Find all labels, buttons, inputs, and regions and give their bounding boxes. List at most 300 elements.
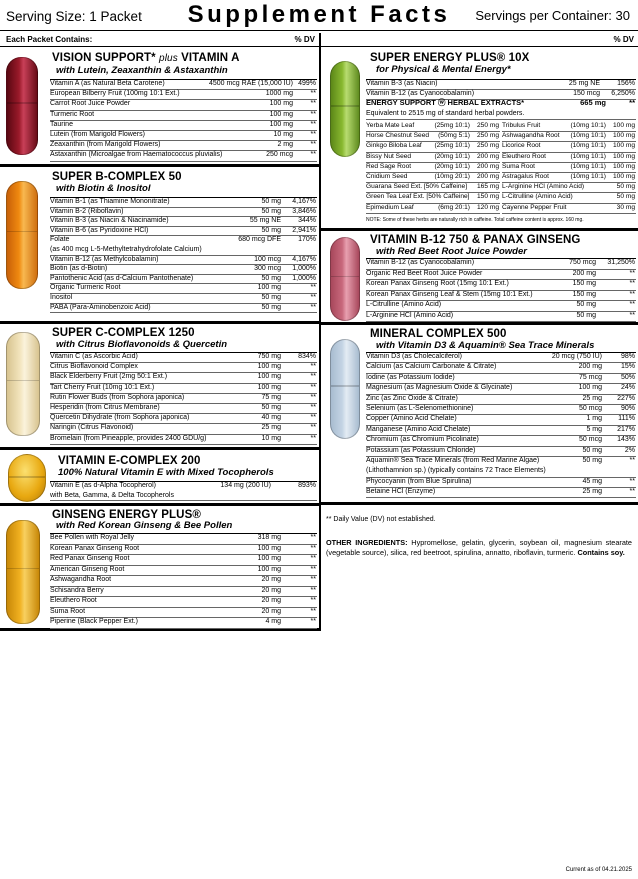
nutrient-name: (Lithothamnion sp.) (typically contains 72 Trace Elements) <box>366 467 546 475</box>
nutrient-name: Korean Panax Ginseng Root (15mg 10:1 Ext.) <box>366 280 509 287</box>
herb-amount: 120 mg <box>477 203 499 211</box>
herb-name: L-Arginine HCl (Amino Acid) <box>502 183 585 191</box>
nutrient-dv: ** <box>310 544 316 552</box>
nutrient-dv: 3,846% <box>292 207 316 215</box>
section-subtitle: with Citrus Bioflavonoids & Quercetin <box>56 339 228 350</box>
nutrient-amount: 4500 mcg RAE (15,000 IU) <box>208 80 293 87</box>
nutrient-amount: 100 mg <box>269 110 293 118</box>
nutrient-table <box>366 258 636 322</box>
nutrient-dv: ** <box>310 576 316 583</box>
nutrient-name: Inositol <box>50 293 73 301</box>
herb-row <box>366 193 500 203</box>
nutrient-row <box>50 414 317 424</box>
nutrient-row <box>50 587 317 598</box>
nutrient-row <box>50 555 317 566</box>
herb-name: Horse Chestnut Seed <box>366 132 430 140</box>
nutrient-table <box>50 481 317 501</box>
nutrient-dv: ** <box>310 110 316 118</box>
capsule-pink-icon <box>330 237 360 321</box>
herb-amount: 100 mg <box>613 152 635 160</box>
herb-amount: 50 mg <box>616 183 635 191</box>
nutrient-row <box>50 545 317 556</box>
section-energy <box>320 49 638 231</box>
nutrient-name: with Beta, Gamma, & Delta Tocopherols <box>50 491 174 499</box>
nutrient-row <box>50 275 317 285</box>
nutrient-name: Quercetin Dihydrate (from Sophora japonica) <box>50 414 190 422</box>
page-title: Supplement Facts <box>187 1 451 28</box>
section-title: VITAMIN B-12 750 & PANAX GINSENG <box>370 234 581 246</box>
nutrient-amount: 20 mg <box>261 586 281 594</box>
nutrient-row <box>50 404 317 414</box>
herb-row <box>366 163 500 173</box>
nutrient-amount: 318 mg <box>257 534 281 541</box>
nutrient-row <box>366 415 636 425</box>
nutrient-row <box>50 236 317 246</box>
herb-name: Eleuthero Root <box>502 152 546 160</box>
nutrient-amount: 100 mg <box>257 555 281 562</box>
nutrient-dv: 24% <box>620 384 635 392</box>
nutrient-dv: ** <box>310 151 316 159</box>
other-ingredients <box>326 538 632 557</box>
nutrient-dv: 90% <box>620 404 635 412</box>
nutrient-amount: 100 mg <box>257 565 281 573</box>
facts-header <box>0 0 638 31</box>
nutrient-table <box>366 352 636 498</box>
herb-amount: 200 mg <box>477 152 499 160</box>
herb-name: Astragalus Root <box>502 172 549 180</box>
herb-amount: 100 mg <box>613 132 635 140</box>
nutrient-row <box>50 80 317 90</box>
nutrient-amount: 150 mcg <box>573 89 600 97</box>
nutrient-name: Vitamin B-12 (as Methylcobalamin) <box>50 255 159 263</box>
nutrient-row <box>366 405 636 415</box>
nutrient-amount: 50 mg <box>261 226 281 234</box>
nutrient-amount: 45 mg <box>582 477 602 485</box>
capsule-lightblue-icon <box>330 339 360 439</box>
herb-extract: (10mg 10:1) <box>570 142 606 150</box>
nutrient-name: Copper (Amino Acid Chelate) <box>366 415 457 423</box>
nutrient-name: Chromium (as Chromium Picolinate) <box>366 436 479 444</box>
nutrient-name: Magnesium (as Magnesium Oxide & Glycinate) <box>366 384 513 392</box>
nutrient-dv: ** <box>629 269 635 277</box>
nutrient-row <box>50 534 317 545</box>
nutrient-row <box>50 384 317 394</box>
herb-name: Ashwagandha Root <box>502 132 560 140</box>
nutrient-amount: 150 mg <box>572 280 596 287</box>
herb-name: Licorice Root <box>502 142 541 150</box>
section-title: VITAMIN E-COMPLEX 200 <box>58 455 201 467</box>
nutrient-dv: 834% <box>298 353 316 360</box>
ingredients-label: OTHER INGREDIENTS: <box>326 538 408 547</box>
nutrient-row <box>366 312 636 323</box>
nutrient-name: Korean Panax Ginseng Leaf & Stem (15mg 10:1 Ext.) <box>366 290 533 298</box>
herb-row <box>502 163 636 173</box>
nutrient-name: Zeaxanthin (from Marigold Flowers) <box>50 141 161 149</box>
nutrient-row <box>366 280 636 291</box>
nutrient-name: Organic Turmeric Root <box>50 284 121 292</box>
nutrient-name: Schisandra Berry <box>50 586 104 594</box>
nutrient-table <box>50 533 317 629</box>
nutrient-name: Betaine HCl (Enzyme) <box>366 488 436 496</box>
herb-extract: (25mg 10:1) <box>434 122 470 129</box>
herb-amount: 100 mg <box>613 162 635 170</box>
nutrient-amount: 50 mg <box>261 274 281 282</box>
nutrient-name: Carrot Root Juice Powder <box>50 100 131 108</box>
herb-amount: 250 mg <box>477 132 499 140</box>
nutrient-dv: ** <box>629 290 635 298</box>
herb-extract: (25mg 10:1) <box>434 142 470 150</box>
nutrient-amount: 20 mcg (750 IU) <box>551 353 602 360</box>
nutrient-dv: ** <box>310 555 316 562</box>
left-column-header <box>0 33 319 47</box>
nutrient-amount: 1000 mg <box>265 90 293 98</box>
nutrient-dv: ** <box>310 393 316 401</box>
nutrient-name: Iodine (as Potassium Iodide) <box>366 373 455 381</box>
section-ginseng <box>0 506 319 631</box>
nutrient-amount: 25 mg <box>582 394 602 402</box>
nutrient-row <box>50 217 317 227</box>
section-bcomplex <box>0 167 319 324</box>
section-subtitle: with Red Korean Ginseng & Bee Pollen <box>56 520 233 531</box>
nutrient-amount: 50 mg <box>261 198 281 205</box>
title-part: VITAMIN A <box>181 52 240 64</box>
herb-name: Cayenne Pepper Fruit <box>502 203 567 211</box>
nutrient-name: Vitamin A (as Natural Beta Carotene) <box>50 80 165 87</box>
nutrient-dv: 227% <box>617 394 635 402</box>
nutrient-name: Tart Cherry Fruit (10mg 10:1 Ext.) <box>50 383 155 391</box>
nutrient-dv: ** <box>629 311 635 319</box>
herb-name: Yerba Mate Leaf <box>366 122 415 129</box>
herb-row <box>502 132 636 142</box>
nutrient-row <box>50 121 317 131</box>
nutrient-name: Organic Red Beet Root Juice Powder <box>366 269 483 277</box>
blend-amount: 665 mg <box>580 98 606 107</box>
section-vision <box>0 49 319 167</box>
revision-date: Current as of 04.21.2025 <box>565 867 632 874</box>
nutrient-name: Folate <box>50 236 70 244</box>
nutrient-dv: ** <box>310 141 316 149</box>
nutrient-name: Ashwagandha Root <box>50 576 112 583</box>
nutrient-row <box>50 618 317 629</box>
nutrient-name: Citrus Bioflavonoid Complex <box>50 363 138 371</box>
section-title: SUPER ENERGY PLUS® 10X <box>370 52 530 64</box>
herb-name: Red Sage Root <box>366 162 412 170</box>
nutrient-name: Manganese (Amino Acid Chelate) <box>366 425 471 433</box>
nutrient-row <box>50 265 317 275</box>
serving-size: Serving Size: 1 Packet <box>6 9 142 24</box>
nutrient-amount: 40 mg <box>261 414 281 422</box>
nutrient-row <box>50 435 317 445</box>
blend-dv: ** <box>629 98 635 107</box>
herb-row <box>366 204 500 214</box>
section-title: MINERAL COMPLEX 500 <box>370 328 507 340</box>
nutrient-dv: 170% <box>298 236 316 244</box>
nutrient-dv: ** <box>310 607 316 615</box>
section-subtitle: with Biotin & Inositol <box>56 183 151 194</box>
nutrient-name: Astaxanthin (Microalgae from Haematococcus pluvialis) <box>50 151 223 159</box>
nutrient-amount: 55 mg NE <box>249 217 281 225</box>
nutrient-amount: 75 mcg <box>579 373 602 381</box>
section-subtitle: with Vitamin D3 & Aquamin® Sea Trace Minerals <box>376 340 595 351</box>
herb-amount: 100 mg <box>613 122 635 129</box>
capsule-orange-icon <box>6 181 38 289</box>
dv-footnote: ** Daily Value (DV) not established. <box>326 516 436 523</box>
capsule-red-icon <box>6 57 38 155</box>
nutrient-dv: 1,000% <box>292 274 316 282</box>
nutrient-amount: 100 mg <box>257 383 281 391</box>
nutrient-name: Naringin (Citrus Flavonoid) <box>50 424 134 432</box>
nutrient-amount: 20 mg <box>261 607 281 615</box>
nutrient-amount: 2 mg <box>277 141 293 149</box>
nutrient-amount: 50 mg <box>576 311 596 319</box>
capsule-cream-icon <box>6 332 40 436</box>
nutrient-amount: 50 mg <box>261 207 281 215</box>
nutrient-name: Vitamin B-3 (as Niacin) <box>366 80 438 87</box>
nutrient-dv: 2% <box>624 446 635 454</box>
nutrient-name: Turmeric Root <box>50 110 95 118</box>
nutrient-amount: 150 mg <box>572 290 596 298</box>
nutrient-name: Vitamin B-3 (as Niacin & Niacinamide) <box>50 217 169 225</box>
nutrient-dv: ** <box>310 100 316 108</box>
nutrient-row <box>50 141 317 151</box>
section-title: SUPER C-COMPLEX 1250 <box>52 327 195 339</box>
herb-row <box>366 183 500 193</box>
nutrient-amount: 100 mcg <box>254 255 281 263</box>
nutrient-row <box>50 227 317 237</box>
herb-name: Suma Root <box>502 162 535 170</box>
nutrient-name: Bromelain (from Pineapple, provides 2400 GDU/g) <box>50 434 207 442</box>
nutrient-amount: 50 mg <box>261 293 281 301</box>
nutrient-amount: 200 mg <box>578 363 602 371</box>
nutrient-amount: 100 mg <box>269 120 293 128</box>
nutrient-name: Bee Pollen with Royal Jelly <box>50 534 135 541</box>
nutrient-row <box>50 284 317 294</box>
section-b12 <box>320 231 638 325</box>
nutrient-name: Hesperidin (from Citrus Membrane) <box>50 403 160 411</box>
nutrient-row <box>50 597 317 608</box>
nutrient-row <box>50 90 317 100</box>
nutrient-amount: 50 mg <box>576 301 596 308</box>
herb-name: Cnidium Seed <box>366 172 408 180</box>
capsule-yellow-icon <box>8 454 46 502</box>
nutrient-name: American Ginseng Root <box>50 565 125 573</box>
capsule-green-icon <box>330 61 360 157</box>
ingredients-text: Hypromellose, gelatin, glycerin, soybean oil, magnesium stearate (vegetable source), silica, red beetroot, spirulina, annatto, riboflavin, turmeric. <box>326 538 632 557</box>
nutrient-dv: 4,167% <box>292 255 316 263</box>
nutrient-name: Lutein (from Marigold Flowers) <box>50 130 145 138</box>
nutrient-name: Taurine <box>50 120 73 128</box>
nutrient-amount: 100 mg <box>257 363 281 371</box>
nutrient-row <box>366 291 636 302</box>
nutrient-name: Vitamin C (as Ascorbic Acid) <box>50 353 138 360</box>
nutrient-amount: 25 mg NE <box>568 80 600 87</box>
nutrient-dv: 1,000% <box>292 265 316 273</box>
right-dv-label: % DV <box>613 35 634 44</box>
nutrient-dv: 4,167% <box>292 198 316 205</box>
nutrient-row <box>366 363 636 373</box>
nutrient-amount: 20 mg <box>261 576 281 583</box>
nutrient-dv: ** <box>310 293 316 301</box>
nutrient-dv: 6,250% <box>611 89 635 97</box>
nutrient-name: Biotin (as d-Biotin) <box>50 265 108 273</box>
nutrient-row <box>366 395 636 405</box>
each-packet-label: Each Packet Contains: <box>6 35 93 44</box>
title-plus: plus <box>159 53 178 64</box>
nutrient-name: Suma Root <box>50 607 86 615</box>
equivalence-note: Equivalent to 2515 mg of standard herbal powders. <box>366 110 636 120</box>
nutrient-amount: 50 mg <box>261 303 281 311</box>
nutrient-row <box>366 353 636 363</box>
section-title: SUPER B-COMPLEX 50 <box>52 171 182 183</box>
herb-name: Green Tea Leaf Ext. [50% Caffeine] <box>366 193 470 201</box>
herb-name: Ginkgo Biloba Leaf <box>366 142 422 150</box>
section-ccomplex <box>0 324 319 450</box>
nutrient-name: Vitamin B-1 (as Thiamine Mononitrate) <box>50 198 170 205</box>
nutrient-row <box>366 384 636 394</box>
nutrient-name: Vitamin D3 (as Cholecalciferol) <box>366 353 462 360</box>
nutrient-dv: ** <box>629 456 635 464</box>
nutrient-name: Selenium (as L-Selenomethionine) <box>366 404 474 412</box>
nutrient-row <box>50 373 317 383</box>
herb-extract: (10mg 10:1) <box>570 162 606 170</box>
nutrient-row <box>50 294 317 304</box>
nutrient-amount: 20 mg <box>261 597 281 604</box>
nutrient-name: Vitamin B-12 (as Cyanocobalamin) <box>366 89 475 97</box>
nutrient-amount: 50 mg <box>582 456 602 464</box>
nutrient-dv: ** <box>629 280 635 287</box>
nutrient-row <box>366 426 636 436</box>
nutrient-dv: ** <box>310 618 316 625</box>
herb-extract: (20mg 10:1) <box>434 152 470 160</box>
herb-amount: 100 mg <box>613 172 635 180</box>
nutrient-row <box>50 394 317 404</box>
left-dv-label: % DV <box>294 35 315 44</box>
nutrient-dv: ** <box>629 477 635 485</box>
nutrient-table <box>50 352 317 445</box>
nutrient-name: Piperine (Black Pepper Ext.) <box>50 618 138 625</box>
herb-extract: (10mg 20:1) <box>434 172 470 180</box>
nutrient-table <box>366 79 636 100</box>
allergen-statement: Contains soy. <box>577 547 625 557</box>
nutrient-dv: 143% <box>617 436 635 444</box>
herbal-blend-row <box>366 99 636 110</box>
nutrient-row <box>50 363 317 373</box>
nutrient-name: (as 400 mcg L-5-Methyltetrahydrofolate Calcium) <box>50 245 202 253</box>
nutrient-amount: 10 mg <box>261 434 281 442</box>
nutrient-dv: ** <box>310 90 316 98</box>
nutrient-dv: ** <box>310 373 316 381</box>
nutrient-dv: ** <box>310 565 316 573</box>
nutrient-row <box>50 492 317 502</box>
nutrient-name: Vitamin B-2 (Riboflavin) <box>50 207 124 215</box>
nutrient-row <box>50 424 317 434</box>
nutrient-row <box>50 576 317 587</box>
herb-row <box>366 153 500 163</box>
nutrient-dv: 98% <box>620 353 635 360</box>
herb-row <box>502 193 636 203</box>
nutrient-name: Aquamin® Sea Trace Minerals (from Red Marine Algae) <box>366 456 540 464</box>
title-part: VISION SUPPORT* <box>52 52 156 64</box>
nutrient-amount: 75 mg <box>261 393 281 401</box>
nutrient-amount: 250 mcg <box>266 151 293 159</box>
nutrient-dv: ** <box>310 403 316 411</box>
nutrient-name: European Bilberry Fruit (100mg 10:1 Ext.) <box>50 90 180 98</box>
nutrient-name: L-Arginine HCl (Amino Acid) <box>366 311 454 319</box>
nutrient-amount: 100 mg <box>269 100 293 108</box>
nutrient-amount: 300 mcg <box>254 265 281 273</box>
nutrient-row <box>50 482 317 492</box>
nutrient-row <box>366 301 636 312</box>
section-title: GINSENG ENERGY PLUS® <box>52 509 201 521</box>
nutrient-dv: ** <box>310 586 316 594</box>
nutrient-dv: 15% <box>620 363 635 371</box>
nutrient-row <box>366 457 636 467</box>
section-ecomplex <box>0 450 319 506</box>
herb-amount: 150 mg <box>477 193 499 201</box>
herb-extract: (50mg 5:1) <box>438 132 470 140</box>
nutrient-name: Vitamin B-6 (as Pyridoxine HCl) <box>50 226 149 234</box>
section-subtitle: with Red Beet Root Juice Powder <box>376 246 527 257</box>
nutrient-dv: 893% <box>298 482 316 489</box>
nutrient-amount: 680 mcg DFE <box>238 236 281 244</box>
nutrient-row <box>366 447 636 457</box>
nutrient-dv: 499% <box>298 80 316 87</box>
section-subtitle: with Lutein, Zeaxanthin & Astaxanthin <box>56 65 228 76</box>
herb-row <box>366 132 500 142</box>
herb-extract: (10mg 10:1) <box>570 122 606 129</box>
herb-row <box>502 142 636 152</box>
nutrient-row <box>50 208 317 218</box>
nutrient-name: Eleuthero Root <box>50 597 97 604</box>
nutrient-amount: 10 mg <box>273 130 293 138</box>
section-subtitle: 100% Natural Vitamin E with Mixed Tocopherols <box>58 467 274 478</box>
nutrient-row <box>50 151 317 161</box>
nutrient-row <box>50 256 317 266</box>
nutrient-amount: 50 mg <box>582 446 602 454</box>
herb-row <box>502 122 636 132</box>
right-column-header <box>320 33 638 47</box>
nutrient-row <box>50 608 317 619</box>
nutrient-amount: 750 mcg <box>569 259 596 266</box>
herb-row <box>502 204 636 214</box>
herb-extract: (10mg 10:1) <box>570 172 606 180</box>
herb-name: Tribulus Fruit <box>502 122 541 129</box>
nutrient-dv: ** <box>310 424 316 432</box>
herb-amount: 50 mg <box>616 193 635 201</box>
herb-name: L-Citrulline (Amino Acid) <box>502 193 573 201</box>
nutrient-amount: 100 mg <box>257 544 281 552</box>
nutrient-amount: 4 mg <box>265 618 281 625</box>
nutrient-dv: ** <box>310 303 316 311</box>
nutrient-amount: 100 mg <box>257 373 281 381</box>
nutrient-name: Vitamin B-12 (as Cyanocobalamin) <box>366 259 475 266</box>
nutrient-dv: ** <box>310 434 316 442</box>
nutrient-amount: 25 mg <box>261 424 281 432</box>
nutrient-amount: 750 mg <box>257 353 281 360</box>
nutrient-dv: 344% <box>298 217 316 225</box>
nutrient-dv: ** <box>310 383 316 391</box>
nutrient-table <box>50 197 317 313</box>
herb-amount: 30 mg <box>616 203 635 211</box>
nutrient-dv: 217% <box>617 425 635 433</box>
nutrient-name: Pantothenic Acid (as d-Calcium Pantothenate) <box>50 274 194 282</box>
nutrient-name: Vitamin E (as d-Alpha Tocopherol) <box>50 482 156 489</box>
nutrient-dv: ** <box>310 120 316 128</box>
herb-amount: 200 mg <box>477 162 499 170</box>
nutrient-amount: 5 mg <box>586 425 602 433</box>
nutrient-row <box>50 566 317 577</box>
nutrient-dv: ** <box>310 534 316 541</box>
